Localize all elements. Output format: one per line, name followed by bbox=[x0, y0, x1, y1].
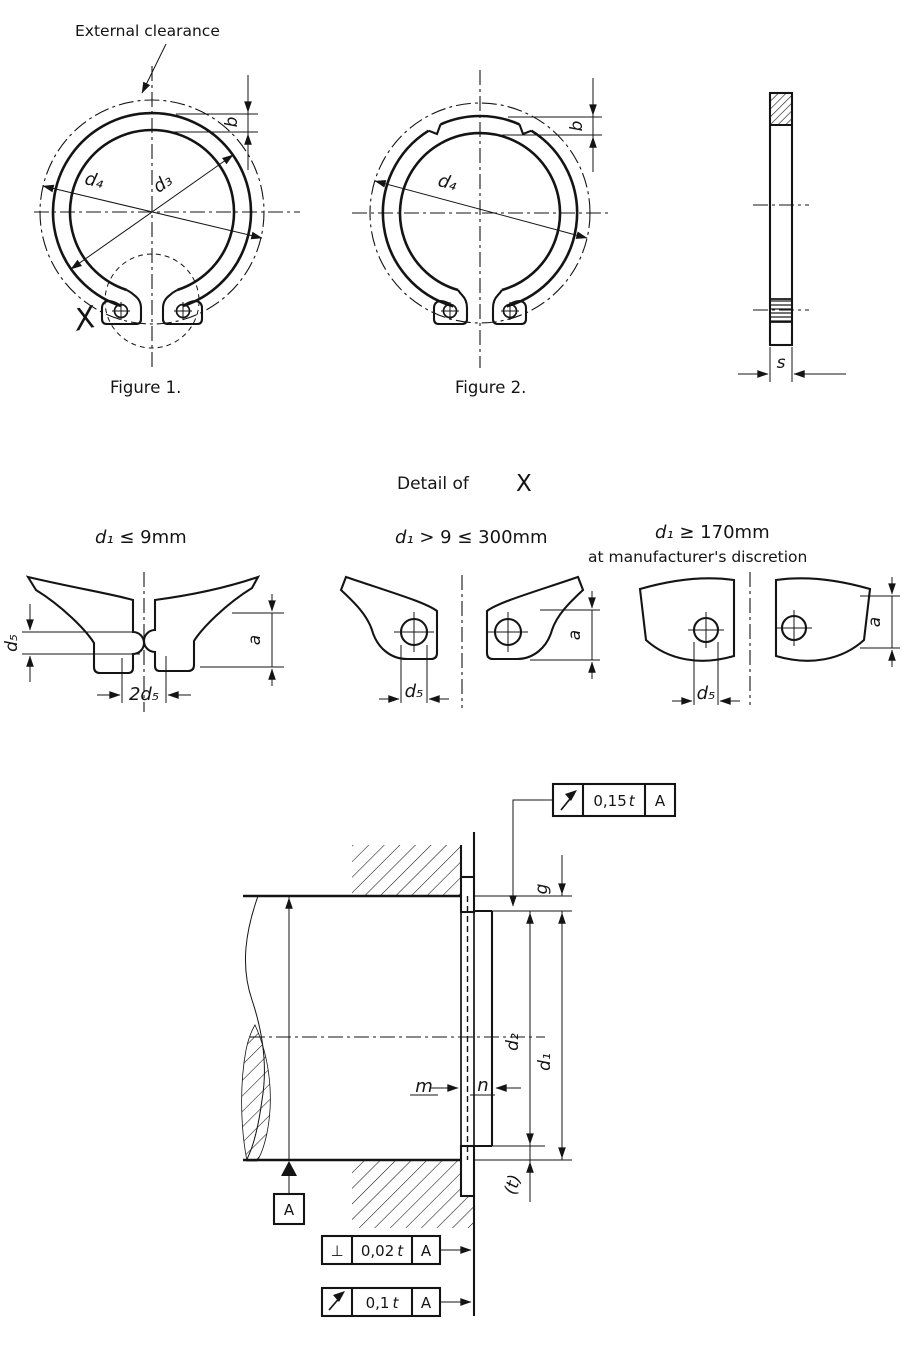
t-label: (t) bbox=[500, 1172, 526, 1197]
a-label: a bbox=[565, 629, 585, 641]
datum-label: A bbox=[283, 1201, 295, 1219]
d4-label: d₄ bbox=[82, 168, 106, 193]
tolerance-frame-perpendicularity bbox=[322, 1236, 471, 1264]
b-label: b bbox=[222, 116, 242, 128]
tolerance-datum: A bbox=[654, 792, 666, 810]
ring-section-bottom bbox=[461, 1146, 474, 1196]
tolerance-value: 0,15 t bbox=[593, 792, 635, 810]
external-clearance-label: External clearance bbox=[75, 22, 220, 40]
d2-label: d₂ bbox=[503, 1033, 523, 1051]
figure-2 bbox=[352, 70, 608, 397]
d5-label: d₅ bbox=[404, 681, 424, 702]
figure1-caption: Figure 1. bbox=[110, 378, 182, 397]
lug-end-right bbox=[144, 577, 258, 671]
condition-note: at manufacturer's discretion bbox=[588, 548, 808, 566]
tolerance-value: 0,02 t bbox=[360, 1242, 404, 1260]
tolerance-datum: A bbox=[420, 1294, 432, 1312]
s-label: s bbox=[776, 353, 786, 373]
d3-label: d₃ bbox=[149, 169, 177, 198]
detail-section-header bbox=[397, 471, 532, 497]
detail-variant-small bbox=[2, 527, 284, 712]
lug-end-left bbox=[28, 577, 144, 673]
tolerance-frame-runout-bottom bbox=[322, 1288, 471, 1316]
a-label: a bbox=[245, 634, 265, 646]
side-view bbox=[738, 93, 846, 382]
housing-section-bottom bbox=[352, 1160, 474, 1228]
detail-variant-large bbox=[588, 522, 900, 705]
d4-label: d₄ bbox=[435, 170, 460, 196]
datum-triangle bbox=[281, 1161, 297, 1176]
condition-label: d₁ > 9 ≤ 300mm bbox=[395, 527, 548, 548]
figure-1 bbox=[34, 22, 300, 397]
2d5-label: 2d₅ bbox=[128, 684, 160, 705]
a-label: a bbox=[865, 616, 885, 628]
detail-x-marker: X bbox=[71, 299, 99, 339]
circular-runout-icon bbox=[561, 790, 577, 810]
b-label: b bbox=[567, 120, 587, 132]
lug-end-right bbox=[487, 577, 583, 659]
section-hatch-top bbox=[770, 93, 792, 125]
installation-figure bbox=[242, 784, 675, 1316]
housing-section-top bbox=[352, 845, 461, 896]
g-label: g bbox=[532, 883, 552, 895]
broken-out-section bbox=[242, 1025, 271, 1161]
circular-runout-icon bbox=[329, 1291, 345, 1310]
external-clearance-leader bbox=[142, 44, 166, 93]
detail-title: Detail of bbox=[397, 474, 469, 494]
detail-title-ref: X bbox=[516, 471, 532, 497]
lug-end-left bbox=[341, 577, 437, 659]
condition-label: d₁ ≤ 9mm bbox=[95, 527, 187, 548]
clearance-notch-right bbox=[520, 124, 532, 134]
figure2-caption: Figure 2. bbox=[455, 378, 527, 397]
tolerance-value: 0,1 t bbox=[365, 1294, 399, 1312]
d1-label: d₁ bbox=[535, 1053, 555, 1071]
perpendicularity-icon: ⊥ bbox=[330, 1242, 344, 1260]
condition-label: d₁ ≥ 170mm bbox=[655, 522, 770, 543]
detail-variant-medium bbox=[341, 527, 600, 708]
n-label: n bbox=[477, 1075, 489, 1096]
lug-end-left bbox=[640, 578, 734, 660]
lug-end-right bbox=[776, 578, 870, 660]
d5-label: d₅ bbox=[696, 683, 716, 704]
tolerance-datum: A bbox=[420, 1242, 432, 1260]
m-label: m bbox=[415, 1076, 433, 1097]
ring-outer-edge bbox=[507, 131, 577, 307]
clearance-notch-left bbox=[429, 124, 441, 134]
d5-label: d₅ bbox=[2, 634, 22, 652]
